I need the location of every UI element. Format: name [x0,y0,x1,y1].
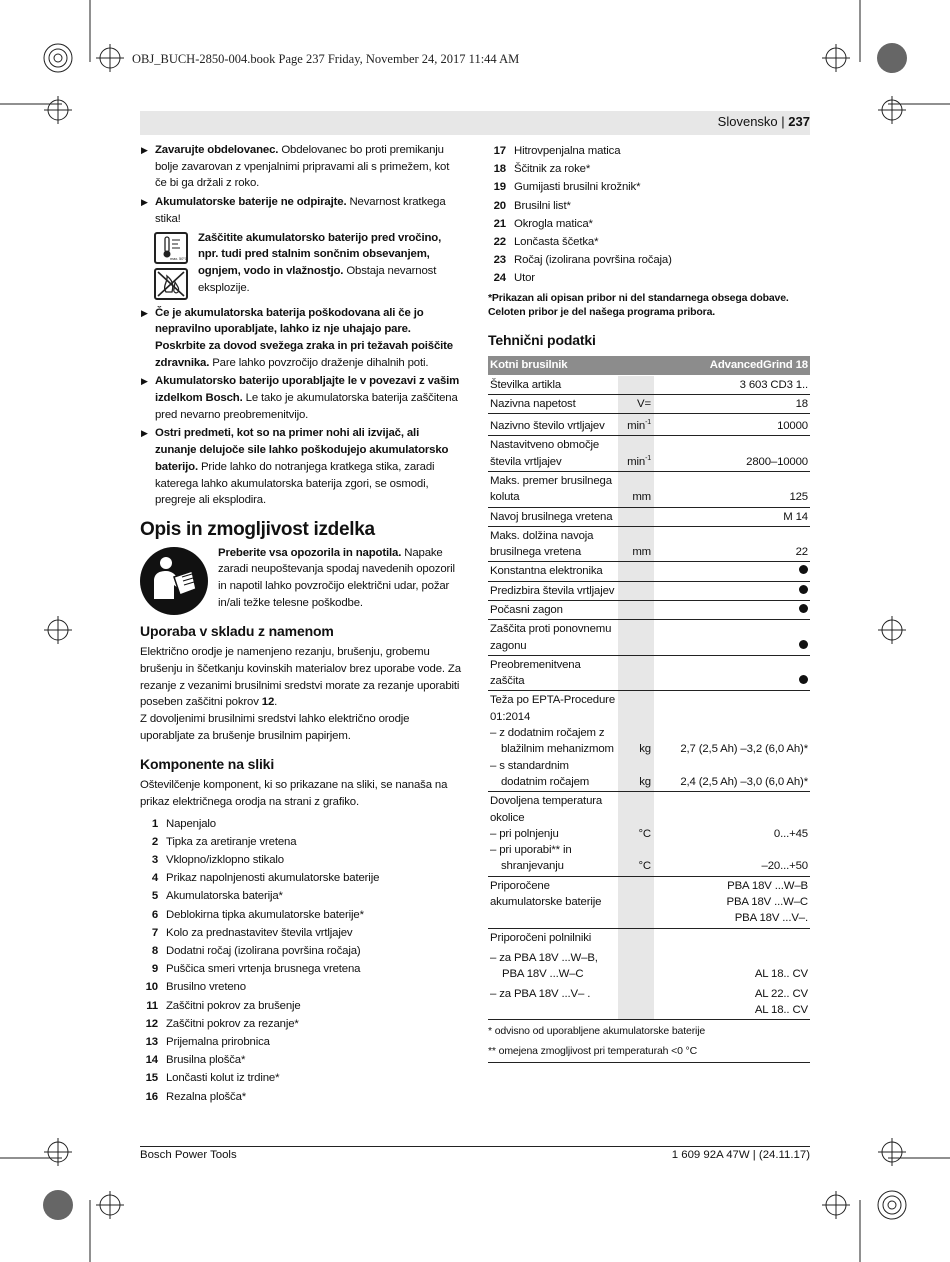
accessory-footnote: *Prikazan ali opisan pribor ni del standarnega obsega dobave. Celoten pribor je del našega programa pribora. [488,291,789,319]
row-unit: V= [618,394,654,413]
row-label: Nazivno število vrtljajev [488,414,618,436]
table-row [488,562,810,581]
feature-dot [799,675,808,684]
component-label: Lončasti kolut iz trdine* [166,1072,280,1085]
table-header-row [488,356,810,375]
read-text: Napake zaradi neupoštevanja spodaj navedenih opozoril in napotil lahko povzročijo električni udar, požar in/ali težke telesne poškodbe. [218,546,455,609]
row-unit-text: min [627,420,646,433]
component-label: Brusilno vreteno [166,981,246,994]
component-number: 10 [145,981,158,994]
paragraph: Oštevilčenje komponent, ki so prikazane na sliki, se nanaša na prikaz električnega orodja na strani z grafiko. [140,779,448,808]
component-number: 2 [151,835,158,848]
component-number: 14 [145,1054,158,1067]
safety-bullet: ▶ Akumulatorske baterije ne odpirajte. Nevarnost kratkega stika! [141,196,446,225]
row-unit [618,375,654,394]
row-sublabel: – pri uporabi** in shranjevanju [490,844,572,873]
row-unit [618,928,654,1019]
table-row [488,436,810,472]
feature-dot [799,604,808,613]
header-bar [140,111,810,135]
row-value: AL 22.. CV [754,987,808,1000]
bullet-bold: Zavarujte obdelovanec. [155,144,279,156]
warning-text: Obstaja nevarnost eksplozije. [198,264,437,294]
component-item [140,815,462,833]
row-unit: kg [639,775,651,788]
component-list [140,815,462,1106]
component-label: Ročaj (izolirana površina ročaja) [514,254,672,267]
bullet-text: Le tako je akumulatorska baterija zaščitena pred nevarno preobremenitvijo. [155,392,458,421]
feature-dot [799,565,808,574]
component-label: Brusilna plošča* [166,1054,246,1067]
row-sublabel: PBA 18V ...W–C [502,968,584,981]
row-label: Teža po EPTA-Procedure 01:2014 [490,694,616,723]
component-number: 9 [151,963,158,976]
component-number: 24 [493,272,506,285]
table-row [488,581,810,600]
table-row [488,526,810,562]
table-row [488,394,810,413]
component-item [140,833,462,851]
bullet-bold: Akumulatorske baterije ne odpirajte. [155,196,347,209]
paragraph-text: Električno orodje je namenjeno rezanju, brušenju, grobemu brušenju in ščetkanju kovinskih materialov brez uporabe vode. Za rezanje z vezanimi brusilnimi sredstvi morate za rezanje uporabiti poseben zaščitni pokrov [140,646,461,709]
row-value: 2,4 (2,5 Ah) –3,0 (6,0 Ah)* [680,775,808,788]
component-item [140,887,462,905]
component-label: Brusilni list* [514,199,571,212]
row-label: Predizbira števila vrtljajev [488,581,618,600]
icon-label: max. 50°C [170,255,186,261]
read-instructions [140,545,462,612]
row-label: Navoj brusilnega vretena [488,507,618,526]
row-value: 2,7 (2,5 Ah) –3,2 (6,0 Ah)* [680,743,808,756]
row-value: AL 18.. CV [754,968,808,981]
warning-bold: Zaščitite akumulatorsko baterijo pred vročino, npr. tudi pred stalnim sončnim obsevanjem, ognjem, vodo in vlažnostjo. [198,231,442,277]
component-number: 19 [493,181,506,194]
footer-rule [140,1146,810,1147]
row-unit: $\min^{-1}$ [618,436,654,472]
table-header-left: Kotni brusilnik [488,356,654,375]
component-number: 4 [151,872,158,885]
row-value: 10000 [654,414,810,436]
component-item [140,869,462,887]
page-header [718,114,810,129]
row-unit: $\min^{-1}$ [618,414,654,436]
table-row [488,620,810,656]
row-value: 0...+45 [773,827,808,840]
feature-dot [799,585,808,594]
component-label: Akumulatorska baterija* [166,890,283,903]
bullet-text: Pride lahko do notranjega kratkega stika, zaradi katerega lahko akumulatorska baterija zgori, se osmodi, pregreje ali eksplodira. [155,460,435,507]
left-column [140,142,462,1106]
component-label: Napenjalo [166,817,216,830]
bullet-bold: Če je akumulatorska baterija poškodovana ali če jo nepravilno uporabljate, lahko iz nje uhajajo pare. Poskrbite za dovod svežega zraka in pri težavah poiščite zdravnika. [155,306,453,369]
row-unit [618,600,654,619]
safety-bullet: ▶ Če je akumulatorska baterija poškodovana ali če jo nepravilno uporabljate, lahko iz nje uhajajo pare. Poskrbite za dovod svežega zraka in pri težavah poiščite zdravnika. Pare lahko povzročijo draženje dihalnih poti. [141,306,453,369]
row-value: 18 [654,394,810,413]
component-item [488,160,810,178]
row-label: Priporočene akumulatorske baterije [488,876,618,928]
component-item [488,215,810,233]
table-row [488,928,810,1019]
row-unit [618,562,654,581]
component-number: 8 [151,944,158,957]
table-row [488,471,810,507]
component-label: Rezalna plošča* [166,1090,247,1103]
table-row [488,691,810,792]
table-header-right: AdvancedGrind 18 [654,356,810,375]
row-value: PBA 18V ...W–C [726,896,808,909]
table-footnote: * odvisno od uporabljene akumulatorske baterije [488,1025,706,1038]
component-label: Zaščitni pokrov za rezanje* [166,1017,299,1030]
component-number: 12 [145,1017,158,1030]
component-label: Prijemalna prirobnica [166,1035,270,1048]
footer-publisher: Bosch Power Tools [140,1149,237,1161]
row-sublabel: – za PBA 18V ...W–B, [490,951,598,964]
row-label: Številka artikla [488,375,618,394]
component-number: 3 [151,853,158,866]
component-ref: 12 [261,696,275,709]
component-label: Tipka za aretiranje vretena [166,835,297,848]
row-label: Preobremenitvena zaščita [488,655,618,691]
print-slug: OBJ_BUCH-2850-004.book Page 237 Friday, November 24, 2017 11:44 AM [132,52,520,66]
component-item [140,978,462,996]
header-language: Slovensko [717,114,778,129]
component-item [488,269,810,287]
read-manual-icon [140,547,208,615]
component-item [140,942,462,960]
component-item [488,233,810,251]
footer-doc-number: 1 609 92A 47W | (24.11.17) [671,1149,810,1161]
component-label: Okrogla matica* [514,217,593,230]
row-sublabel: – s standardnim dodatnim ročajem [490,759,590,788]
subsection-heading: Tehnični podatki [488,331,596,348]
component-list [488,142,810,288]
component-item [140,1015,462,1033]
row-unit [618,581,654,600]
row-value: 2800–10000 [654,436,810,472]
safety-bullet: ▶ Akumulatorsko baterijo uporabljajte le v povezavi z vašim izdelkom Bosch. Le tako je akumulatorska baterija zaščitena pred nevarno preobremenitvijo. [141,375,460,421]
bullet-text: Obdelovanec bo proti premikanju bolje zavarovan z vpenjalnimi pripravami ali s primežem, kot če bi ga držali z roko. [155,144,450,190]
component-label: Lončasta ščetka* [514,236,599,249]
subsection-heading: Uporaba v skladu z namenom [140,623,334,640]
temperature-icon [154,232,188,264]
row-value: 22 [654,526,810,562]
component-item [140,997,462,1015]
component-number: 20 [493,199,506,212]
section-heading: Opis in zmogljivost izdelka [140,518,375,540]
row-unit [618,876,654,928]
table-row [488,876,810,928]
row-label: Nastavitveno območje števila vrtljajev [488,436,618,472]
safety-bullet: ▶ Zavarujte obdelovanec. Obdelovanec bo proti premikanju bolje zavarovan z vpenjalnimi pripravami ali s primežem, kot če bi ga držali z roko. [141,144,450,190]
row-value: PBA 18V ...W–B [727,879,808,892]
paragraph: Električno orodje je namenjeno rezanju, brušenju, grobemu brušenju in ščetkanju kovinskih materialov brez uporabe vode. Za rezanje z vezanimi brusilnimi sredstvi morate za rezanje uporabiti poseben zaščitni pokrov 12. Z dovoljenimi brusilnimi sredstvi lahko električno orodje uporabljate za brušenje brusilnim papirjem. [140,646,461,742]
component-label: Kolo za prednastavitev števila vrtljajev [166,926,353,939]
component-number: 23 [493,254,506,267]
table-row [488,655,810,691]
row-sublabel: – pri polnjenju [490,827,559,840]
row-unit: °C [638,827,651,840]
row-label: Počasni zagon [488,600,618,619]
component-item [488,197,810,215]
component-item [140,1051,462,1069]
row-unit [618,655,654,691]
row-unit [618,620,654,656]
row-label: Priporočeni polnilniki [490,931,592,944]
subsection-heading: Komponente na sliki [140,756,275,773]
component-item [488,251,810,269]
right-column [488,142,810,1063]
row-sublabel: – za PBA 18V ...V– . [490,987,591,1000]
component-item [140,960,462,978]
no-fire-water-icon [154,268,188,300]
row-label: Zaščita proti ponovnemu zagonu [488,620,618,656]
component-number: 5 [151,890,158,903]
component-number: 22 [493,236,506,249]
component-number: 6 [151,908,158,921]
row-value: –20...+50 [761,860,808,873]
row-label: Maks. premer brusilnega koluta [488,471,618,507]
row-unit [618,507,654,526]
component-label: Hitrovpenjalna matica [514,145,621,157]
component-number: 13 [145,1035,158,1048]
table-row [488,507,810,526]
safety-bullet: ▶ Ostri predmeti, kot so na primer nohi ali izvijač, ali zunanje delujoče sile lahko poškodujejo akumulatorsko baterijo. Pride lahko do notranjega kratkega stika, zaradi katerega lahko akumulatorska baterija zgori, se osmodi, pregreje ali eksplodira. [141,427,449,507]
row-label: Maks. dolžina navoja brusilnega vretena [488,526,618,562]
component-number: 18 [493,163,506,176]
bullet-text: Pare lahko povzročijo draženje dihalnih poti. [209,356,429,369]
paragraph-text: Z dovoljenimi brusilnimi sredstvi lahko električno orodje uporabljate za brušenje brusilnim papirjem. [140,712,410,742]
component-item [140,1069,462,1087]
feature-dot [799,640,808,649]
row-label: Konstantna elektronika [488,562,618,581]
bullet-text: Nevarnost kratkega stika! [155,196,446,225]
row-unit: °C [638,860,651,873]
component-item [140,924,462,942]
component-label: Gumijasti brusilni krožnik* [514,181,641,194]
technical-data-table [488,356,810,1020]
row-value: AL 18.. CV [754,1003,808,1016]
table-row [488,792,810,876]
bullet-bold: Ostri predmeti, kot so na primer nohi ali izvijač, ali zunanje delujoče sile lahko poškodujejo akumulatorsko baterijo. [155,427,449,473]
component-number: 21 [493,217,506,230]
row-unit: kg [639,743,651,756]
component-number: 7 [151,926,158,939]
row-value: M 14 [654,507,810,526]
component-number: 15 [145,1072,158,1085]
row-label: Dovoljena temperatura okolice [490,795,603,824]
component-label: Puščica smeri vrtenja brusnega vretena [166,963,361,976]
table-row [488,414,810,436]
bullet-bold: Akumulatorsko baterijo uporabljajte le v povezavi z vašim izdelkom Bosch. [155,375,460,405]
component-item [140,1033,462,1051]
component-label: Vklopno/izklopno stikalo [166,853,284,866]
row-unit-text: min [627,455,646,468]
row-unit: mm [618,471,654,507]
row-unit: mm [618,526,654,562]
header-separator: | [781,114,785,129]
component-label: Prikaz napolnjenosti akumulatorske baterije [166,872,380,885]
component-number: 17 [493,145,506,157]
component-item [140,906,462,924]
row-value: 125 [654,471,810,507]
table-row [488,600,810,619]
row-sublabel: – z dodatnim ročajem z blažilnim mehanizmom [490,727,614,756]
component-label: Deblokirna tipka akumulatorske baterije* [166,908,364,921]
component-label: Ščitnik za roke* [514,163,591,176]
row-value: PBA 18V ...V–. [734,912,808,925]
component-item [488,142,810,160]
component-label: Utor [514,272,535,285]
component-label: Zaščitni pokrov za brušenje [166,999,301,1012]
row-value: 3 603 CD3 1.. [654,375,810,394]
component-item [140,1088,462,1106]
table-row [488,375,810,394]
component-item [140,851,462,869]
component-item [488,178,810,196]
component-number: 16 [145,1090,158,1103]
table-footnote: ** omejena zmogljivost pri temperaturah <0 °C [488,1042,810,1063]
heat-warning [140,230,462,300]
row-label: Nazivna napetost [488,394,618,413]
component-label: Dodatni ročaj (izolirana površina ročaja) [166,944,361,957]
component-number: 11 [146,999,158,1012]
component-number: 1 [151,817,158,830]
read-bold: Preberite vsa opozorila in napotila. [218,546,402,559]
page-number: 237 [788,114,810,129]
